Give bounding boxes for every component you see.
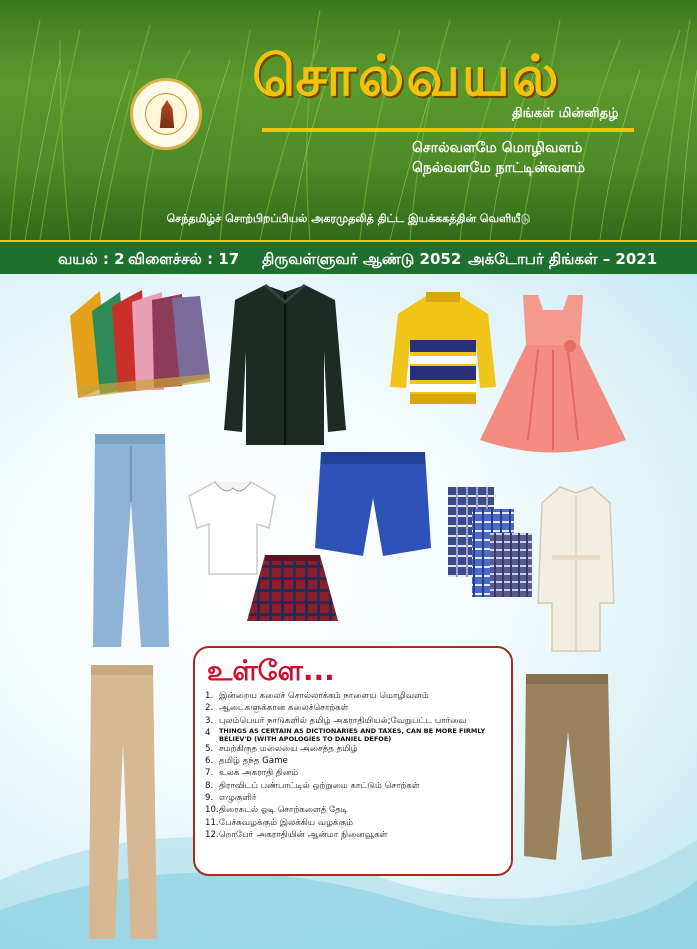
- contents-heading: உள்ளே...: [207, 654, 335, 687]
- dark-shirt-image: [220, 280, 350, 452]
- issue-year: திருவள்ளுவர் ஆண்டு 2052: [262, 250, 462, 268]
- issue-volume: வயல் : 2: [58, 250, 125, 268]
- toc-item[interactable]: 3. புலம்பெயர் நாடுகளில் தமிழ் அகராதியியல்;வேறுபட்ட பார்வை: [205, 715, 467, 726]
- tagline-1: சொல்வளமே மொழிவளம்: [412, 140, 583, 156]
- toc-item[interactable]: 8. திராவிடப் பண்பாட்டில் ஒற்றுமை காட்டும் சொற்கள்: [205, 780, 420, 791]
- magazine-subtitle: திங்கள் மின்னிதழ்: [512, 106, 619, 121]
- sarees-image: [60, 286, 215, 406]
- toc-item[interactable]: 7. உலக அகராதி தினம்: [205, 768, 299, 779]
- jeans-image: [85, 432, 175, 652]
- toc-item[interactable]: 1. இன்றைய கலைச் சொல்லாக்கம் நாளைய மொழிவளம்: [205, 691, 429, 701]
- brown-trousers-image: [520, 672, 615, 862]
- toc-item[interactable]: 12. றொபோ் அகராதியின் ஆன்மா நினைவூகள்: [205, 829, 388, 840]
- trench-coat-image: [536, 483, 616, 655]
- issue-info-bar: [0, 240, 697, 277]
- toc-item[interactable]: 11. பேச்சுவழக்கும் இலக்கிய வழக்கும்: [205, 817, 354, 828]
- cover-header: [0, 0, 697, 240]
- title-divider: [262, 128, 634, 132]
- plaid-skirt-image: [245, 553, 340, 625]
- toc-item[interactable]: 10. திரைகடல் ஓடி சொற்களைத் தேடி: [205, 805, 348, 816]
- blue-shorts-image: [313, 448, 433, 560]
- toc-item[interactable]: 5. சமற்கிருத மலையை அசைத்த தமிழ்: [205, 743, 358, 754]
- contents-box: [193, 646, 513, 876]
- tamil-nadu-emblem-icon: [130, 78, 202, 150]
- tagline-2: நெல்வளமே நாட்டின்வளம்: [412, 160, 586, 176]
- issue-number: விளைச்சல் : 17: [128, 250, 240, 268]
- contents-list: [205, 690, 503, 841]
- toc-item[interactable]: 9. எழுகுளிர்: [205, 793, 257, 804]
- issue-month: அக்டோபர் திங்கள் – 2021: [468, 250, 658, 268]
- checked-lungis-image: [446, 485, 536, 600]
- khaki-trousers-image: [85, 663, 160, 943]
- publisher-line: செந்தமிழ்ச் சொற்பிறப்பியல் அகரமுதலித் திட்ட இயக்ககத்தின் வெளியீடு: [166, 212, 531, 225]
- pink-dress-image: [478, 290, 628, 458]
- toc-item[interactable]: 6. தமிழ் தந்த Game: [205, 756, 288, 767]
- toc-item[interactable]: 2. ஆடைகளுக்கான கலைச்சொற்கள்: [205, 703, 349, 714]
- magazine-title: சொல்வயல்: [252, 44, 561, 109]
- toc-item[interactable]: 4 THINGS AS CERTAIN AS DICTIONARIES AND TAXES, CAN BE MORE FIRMLY BELIEV'D (WITH APOLOGIES TO DANIEL DEFOE): [205, 726, 486, 743]
